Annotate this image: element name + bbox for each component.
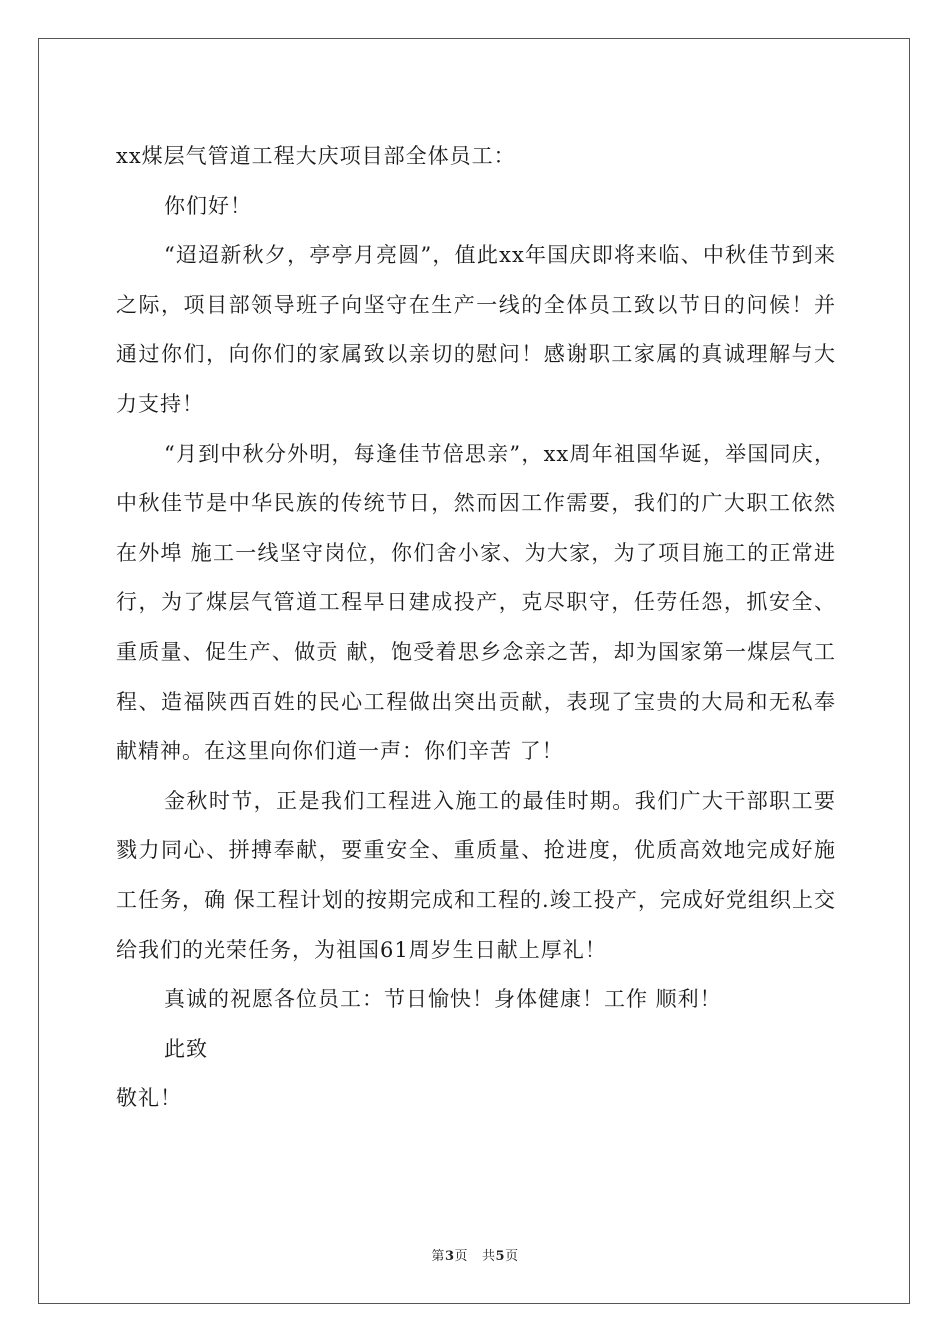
regards: 敬礼！: [116, 1086, 182, 1111]
page-number: 3: [444, 1249, 455, 1264]
greeting: 你们好！: [164, 193, 252, 218]
letter-body: [116, 132, 836, 1124]
paragraph-holiday-greeting: “迢迢新秋夕，亭亭月亮圆”，值此xx年国庆即将来临、中秋佳节到来之际，项目部领导班子向坚守在生产一线的全体员工致以节日的问候！并通过你们，向你们的家属致以亲切的慰问！感谢职工家属的真诚理解与大力支持！: [116, 243, 836, 416]
paragraph-wishes: 真诚的祝愿各位员工：节日愉快！身体健康！工作 顺利！: [164, 987, 722, 1012]
page-footer: [0, 1249, 950, 1265]
paragraph-thanks-staff: “月到中秋分外明，每逢佳节倍思亲”，xx周年祖国华诞，举国同庆，中秋佳节是中华民族的传统节日，然而因工作需要，我们的广大职工依然在外埠 施工一线坚守岗位，你们舍小家、为大家，为了项目施工的正常进行，为了煤层气管道工程早日建成投产，克尽职守，任劳任怨，抓安全、重质量、促生产、做贡 献，饱受着思乡念亲之苦，却为国家第一煤层气工程、造福陕西百姓的民心工程做出突出贡献，表现了宝贵的大局和无私奉献精神。在这里向你们道一声：你们辛苦 了！: [116, 441, 836, 764]
total-prefix: 共: [482, 1249, 496, 1264]
page-suffix: 页: [454, 1249, 468, 1264]
paragraph-construction-goals: 金秋时节，正是我们工程进入施工的最佳时期。我们广大干部职工要戮力同心、拼搏奉献，要重安全、重质量、抢进度，优质高效地完成好施工任务，确 保工程计划的按期完成和工程的.竣工投产，完成好党组织上交给我们的光荣任务，为祖国61周岁生日献上厚礼！: [116, 788, 836, 962]
total-suffix: 页: [505, 1249, 519, 1264]
page-prefix: 第: [431, 1249, 445, 1264]
salutation: xx煤层气管道工程大庆项目部全体员工：: [116, 144, 516, 168]
total-pages: 5: [495, 1249, 506, 1264]
closing: 此致: [164, 1036, 208, 1061]
